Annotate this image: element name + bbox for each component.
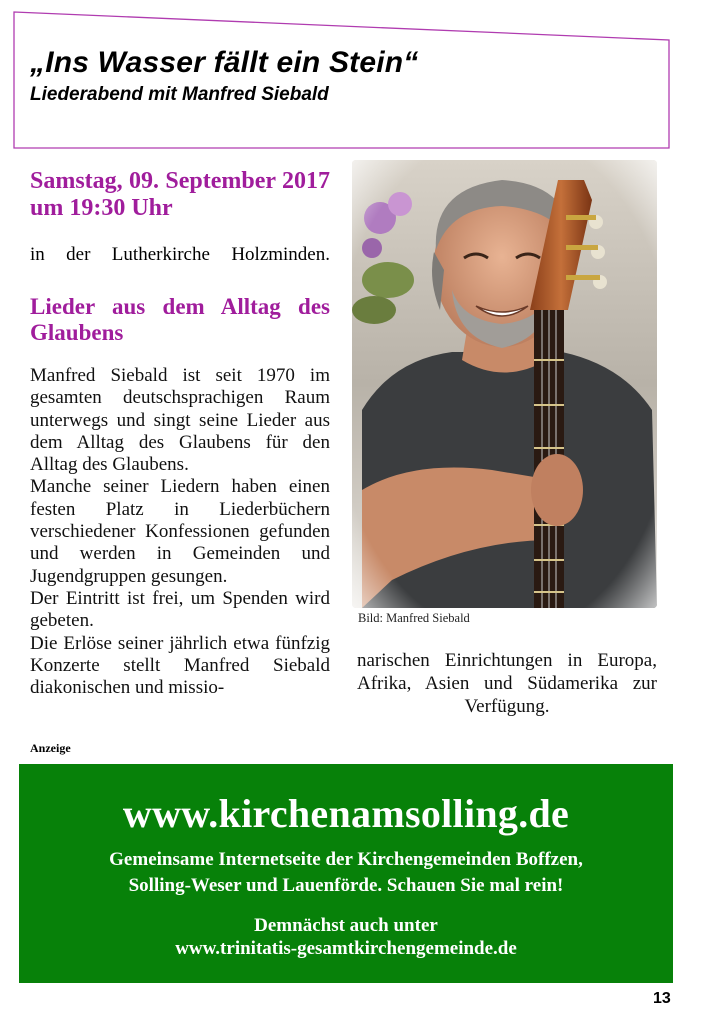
header-frame bbox=[0, 0, 709, 160]
ad-upcoming-link[interactable]: www.trinitatis-gesamtkirchengemeinde.de bbox=[175, 938, 517, 959]
ad-label: Anzeige bbox=[30, 741, 71, 755]
ad-description bbox=[19, 847, 673, 899]
ad-description-line: Gemeinsame Internetseite der Kirchengemeinden Boffzen, bbox=[109, 849, 583, 870]
page-subtitle: Liederabend mit Manfred Siebald bbox=[30, 84, 329, 105]
article-continuation: narischen Einrichtungen in Europa, Afrika, Asien und Südamerika zur Verfügung. bbox=[357, 650, 657, 717]
ad-upcoming bbox=[19, 914, 673, 960]
article-paragraph: Die Erlöse seiner jährlich etwa fünfzig Konzerte stellt Manfred Siebald diakonischen und missio- bbox=[30, 632, 330, 699]
event-date-block bbox=[30, 168, 330, 222]
ad-upcoming-label: Demnächst auch unter bbox=[254, 915, 438, 936]
article-paragraph: Manche seiner Liedern haben einen festen Platz in Liederbüchern verschiedener Konfessionen gefunden und werden in Gemeinden und Jugendgruppen gesungen. bbox=[30, 476, 330, 587]
article-paragraph: Manfred Siebald ist seit 1970 im gesamten deutschsprachigen Raum unterwegs und singt seine Lieder aus dem Alltag des Glaubens für den Alltag des Glaubens. bbox=[30, 365, 330, 476]
event-date: Samstag, 09. September 2017 um 19:30 Uhr bbox=[30, 168, 330, 221]
ad-description-line: Solling-Weser und Lauenförde. Schauen Sie mal rein! bbox=[128, 875, 564, 896]
article-paragraph: Der Eintritt ist frei, um Spenden wird gebeten. bbox=[30, 587, 330, 632]
ad-banner bbox=[19, 764, 673, 983]
article-body bbox=[30, 365, 330, 699]
page-number: 13 bbox=[653, 990, 671, 1007]
page-title: „Ins Wasser fällt ein Stein“ bbox=[30, 46, 419, 79]
section-heading: Lieder aus dem Alltag des Glaubens bbox=[30, 294, 330, 345]
photo-caption: Bild: Manfred Siebald bbox=[358, 611, 470, 625]
ad-website-link[interactable]: www.kirchenamsolling.de bbox=[122, 791, 570, 836]
artist-photo bbox=[352, 160, 657, 608]
event-location: in der Lutherkirche Holzminden. bbox=[30, 244, 330, 265]
